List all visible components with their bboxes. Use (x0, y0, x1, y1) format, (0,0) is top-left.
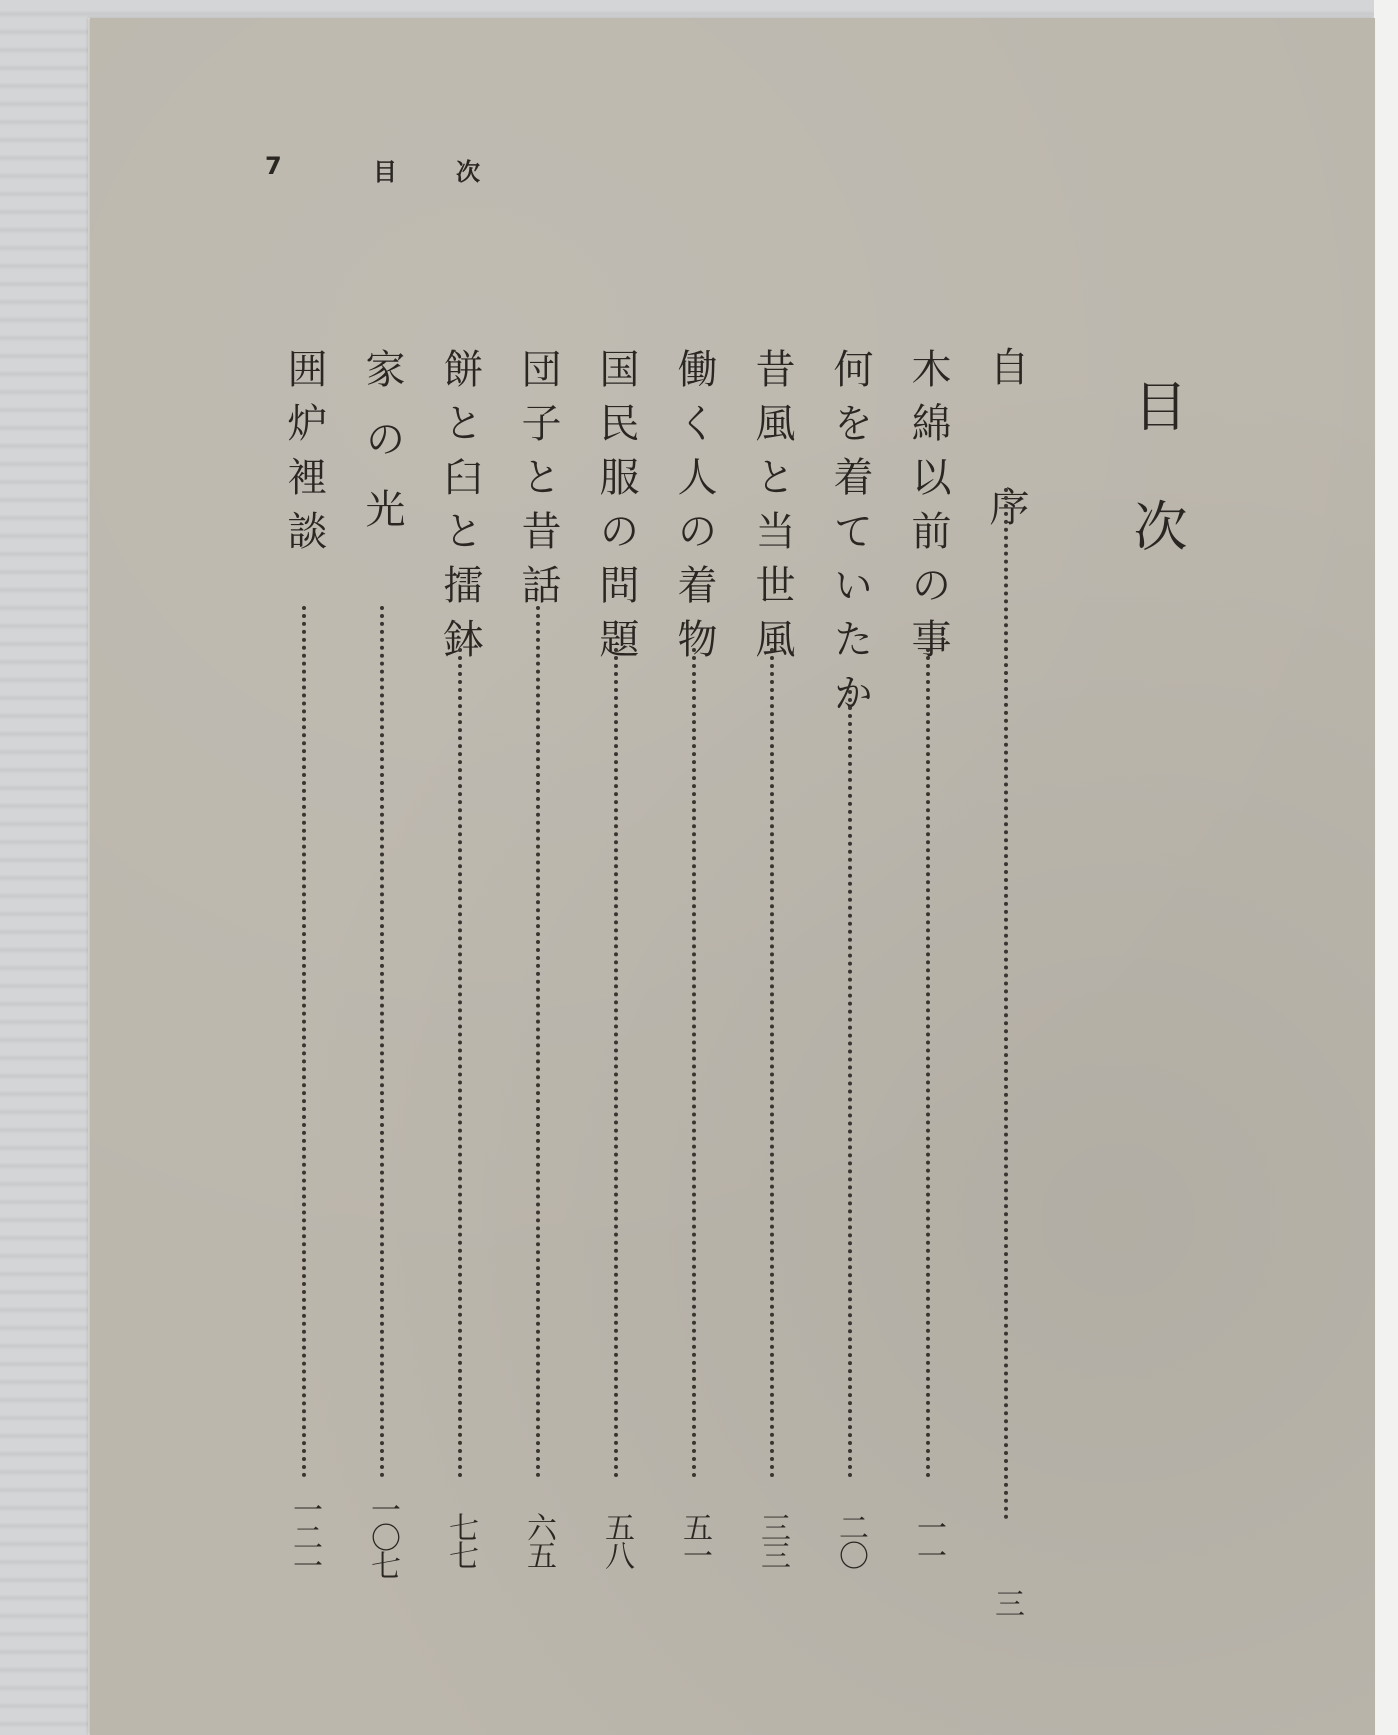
running-header-title-char-2: 次 (456, 158, 480, 186)
toc-entry-page: 一一 (911, 1512, 946, 1568)
toc-entry-title: 家の光 (359, 348, 405, 558)
toc-entry[interactable] (822, 348, 878, 1638)
running-header-page-number: 7 (265, 152, 282, 180)
dot-leader (614, 648, 618, 1478)
dot-leader (770, 648, 774, 1478)
toc-title: 目次 (1125, 378, 1188, 618)
dot-leader (458, 648, 462, 1478)
dot-leader (536, 606, 540, 1478)
toc-entry-title: 何を着ていたか (827, 348, 873, 726)
dot-leader (1004, 488, 1008, 1520)
toc-entry-page: 二〇 (833, 1512, 868, 1568)
toc-entry[interactable] (276, 348, 332, 1638)
toc-entry[interactable] (666, 348, 722, 1638)
dot-leader (302, 606, 306, 1478)
toc-entry-title: 餅と臼と擂鉢 (437, 348, 483, 672)
toc-entry-title: 働く人の着物 (671, 348, 717, 672)
toc-entry-title: 団子と昔話 (515, 348, 561, 618)
toc-entry[interactable] (510, 348, 566, 1638)
dot-leader (926, 648, 930, 1478)
running-header-title-char-1: 目 (373, 158, 397, 186)
dot-leader (380, 606, 384, 1478)
toc-entry-page: 三三 (755, 1512, 790, 1568)
toc-entry-page: 六五 (521, 1512, 556, 1568)
dot-leader (692, 648, 696, 1478)
toc-entry-title: 国民服の問題 (593, 348, 639, 672)
toc-entry-title: 囲炉裡談 (281, 348, 327, 564)
toc-entry[interactable] (900, 348, 956, 1638)
toc-entry-page: 一二一 (287, 1494, 322, 1578)
right-background-strip (1374, 0, 1398, 1735)
toc-entry-page: 七七 (443, 1512, 478, 1568)
toc-entry-page: 五一 (677, 1512, 712, 1568)
toc-entry-page: 五八 (599, 1512, 634, 1568)
toc-entry-title: 昔風と当世風 (749, 348, 795, 672)
toc-entry[interactable] (588, 348, 644, 1638)
toc-entry-page: 三 (989, 1588, 1024, 1616)
toc-entry-title: 自序 (983, 346, 1029, 626)
toc-entry-title: 木綿以前の事 (905, 348, 951, 672)
dot-leader (848, 690, 852, 1478)
toc-entry-page: 一〇七 (365, 1494, 400, 1578)
toc-entry[interactable] (354, 348, 410, 1638)
toc-entry[interactable] (744, 348, 800, 1638)
toc-entry[interactable] (432, 348, 488, 1638)
toc-entry[interactable] (978, 346, 1034, 1636)
